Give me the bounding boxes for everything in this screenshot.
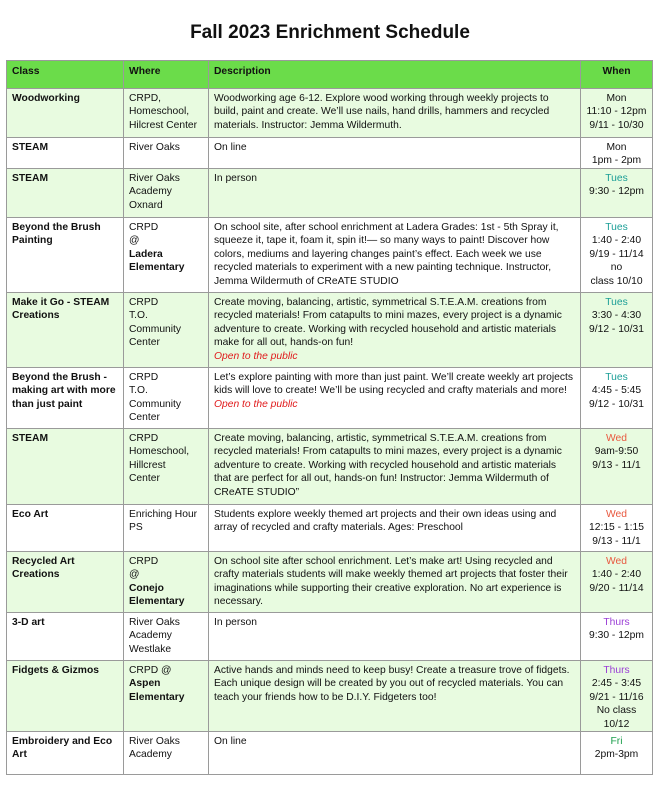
where-line-bold: Elementary	[129, 691, 185, 703]
header-description: Description	[209, 61, 581, 89]
time-line: 9/13 - 11/1	[592, 535, 641, 547]
class-cell: Beyond the Brush Painting	[7, 218, 124, 293]
page-title: Fall 2023 Enrichment Schedule	[190, 22, 470, 43]
where-cell	[124, 505, 209, 552]
time-line: 9am-9:50	[594, 446, 639, 458]
description-text: Let’s explore painting with more than just paint. We’ll create weekly art projects kids will love to create! We’ll be using recycled and crafty materials and more!	[214, 372, 574, 397]
where-line: Center	[129, 473, 160, 485]
where-line: Academy	[129, 630, 172, 642]
header-when: When	[581, 61, 653, 89]
where-line: River Oaks	[129, 617, 180, 628]
where-line: T.O.	[129, 310, 148, 322]
class-cell: STEAM	[7, 429, 124, 505]
when-cell	[581, 613, 653, 661]
public-note: Open to the public	[214, 398, 298, 410]
where-line: Homeschool,	[129, 106, 190, 118]
description-text: In person	[214, 617, 257, 628]
description-cell	[209, 429, 581, 505]
time-line: 9/13 - 11/1	[592, 459, 641, 471]
where-line: CRPD	[129, 297, 159, 308]
where-line: CRPD,	[129, 93, 162, 104]
where-line: PS	[129, 522, 143, 534]
when-cell	[581, 368, 653, 429]
where-line: @	[129, 569, 140, 581]
where-line: CRPD	[129, 556, 159, 567]
description-text: Create moving, balancing, artistic, symmetrical S.T.E.A.M. creations from recycled materials! From catapults to mini mazes, every project is a dynamic adventure to create. Working with recycled household and artistic materials make for all out, hands-on fun!	[214, 297, 562, 349]
class-cell: Woodworking	[7, 89, 124, 138]
day-label: Tues	[605, 372, 628, 383]
class-cell: STEAM	[7, 138, 124, 169]
where-line: River Oaks	[129, 173, 180, 184]
where-cell	[124, 731, 209, 774]
where-line-bold: Elementary	[129, 262, 185, 274]
table-row	[7, 552, 653, 613]
where-cell	[124, 293, 209, 368]
when-cell	[581, 218, 653, 293]
where-line: Westlake	[129, 643, 172, 655]
when-cell	[581, 138, 653, 169]
table-row	[7, 731, 653, 774]
time-line: 1:40 - 2:40	[591, 569, 642, 581]
when-cell	[581, 169, 653, 218]
where-line: Center	[129, 337, 160, 349]
class-cell: Beyond the Brush - making art with more than just paint	[7, 368, 124, 429]
description-text: On line	[214, 142, 247, 153]
where-line: CRPD	[129, 222, 159, 233]
description-cell	[209, 368, 581, 429]
table-row	[7, 89, 653, 138]
where-line: CRPD @	[129, 665, 172, 676]
description-cell	[209, 505, 581, 552]
table-row	[7, 218, 653, 293]
where-line: @	[129, 235, 140, 247]
where-line: Hillcrest	[129, 459, 166, 471]
class-cell: Fidgets & Gizmos	[7, 661, 124, 732]
time-line: class 10/10	[590, 275, 643, 287]
where-line: River Oaks	[129, 142, 180, 153]
public-note: Open to the public	[214, 350, 298, 362]
where-cell	[124, 368, 209, 429]
where-line: CRPD	[129, 433, 159, 444]
class-cell: Make it Go - STEAM Creations	[7, 293, 124, 368]
table-row	[7, 661, 653, 732]
day-label: Tues	[605, 173, 628, 184]
time-line: 9:30 - 12pm	[589, 186, 644, 198]
where-line: T.O.	[129, 385, 148, 397]
when-cell	[581, 293, 653, 368]
time-line: 9/20 - 11/14	[589, 582, 644, 594]
class-cell: Eco Art	[7, 505, 124, 552]
when-cell	[581, 661, 653, 732]
header-class: Class	[7, 61, 124, 89]
day-label: Wed	[606, 556, 627, 567]
class-cell: Embroidery and Eco Art	[7, 731, 124, 774]
where-cell	[124, 89, 209, 138]
description-cell	[209, 552, 581, 613]
description-text: On school site, after school enrichment at Ladera Grades: 1st - 5th Spray it, squeeze it, tape it, foam it, spin it!— so many ways to paint! Discover how colors, mediums and layering changes paint’s effect. Each week we use recycled materials to experiment with a new painting technique. Instructor, Jemma Wildermuth of CReATE STUDIO	[214, 222, 559, 287]
description-cell	[209, 293, 581, 368]
description-cell	[209, 218, 581, 293]
when-cell	[581, 429, 653, 505]
where-line-bold: Aspen	[129, 678, 161, 690]
time-line: 2:45 - 3:45	[591, 678, 642, 690]
description-cell	[209, 661, 581, 732]
time-line: 12:15 - 1:15	[589, 522, 644, 534]
schedule-table	[6, 60, 653, 775]
time-line: 1:40 - 2:40	[591, 235, 642, 247]
time-line: 9/21 - 11/16	[589, 691, 644, 703]
description-cell	[209, 89, 581, 138]
table-row	[7, 505, 653, 552]
time-line: 3:30 - 4:30	[591, 310, 642, 322]
where-cell	[124, 613, 209, 661]
time-line: 9/19 - 11/14 no	[589, 248, 644, 274]
description-cell	[209, 613, 581, 661]
description-text: On school site after school enrichment. Let’s make art! Using recycled and crafty materials students will make weekly themed art projects that foster their imaginations while supporting their creative exploration. No art experience is necessary.	[214, 556, 568, 608]
header-row	[7, 61, 653, 89]
description-cell	[209, 138, 581, 169]
time-line: 2pm-3pm	[594, 749, 639, 761]
table-row	[7, 169, 653, 218]
day-label: Wed	[606, 509, 627, 520]
where-line: Academy	[129, 186, 172, 198]
day-label: Mon	[606, 93, 627, 104]
when-cell	[581, 731, 653, 774]
where-line: Enriching Hour	[129, 509, 198, 520]
time-line: No class 10/12	[596, 705, 637, 730]
where-line: Oxnard	[129, 199, 163, 211]
description-cell	[209, 731, 581, 774]
time-line: 1pm - 2pm	[591, 155, 642, 167]
time-line: 9/12 - 10/31	[589, 323, 644, 335]
where-cell	[124, 429, 209, 505]
class-cell: STEAM	[7, 169, 124, 218]
class-cell: Recycled Art Creations	[7, 552, 124, 613]
where-line: Community	[129, 323, 182, 335]
description-text: Active hands and minds need to keep busy! Create a treasure trove of fidgets. Each unique design will be created by you out of recycled materials. You can teach your friends how to be D.I.Y. Fidgeters too!	[214, 665, 570, 703]
where-line: CRPD	[129, 372, 159, 383]
header-where: Where	[124, 61, 209, 89]
time-line: 11:10 - 12pm	[586, 106, 647, 118]
table-row	[7, 138, 653, 169]
when-cell	[581, 89, 653, 138]
where-cell	[124, 552, 209, 613]
time-line: 9/11 - 10/30	[589, 119, 644, 131]
table-row	[7, 429, 653, 505]
where-line: Homeschool,	[129, 446, 190, 458]
time-line: 4:45 - 5:45	[591, 385, 642, 397]
where-line: Hilcrest Center	[129, 119, 198, 131]
description-text: In person	[214, 173, 257, 184]
description-cell	[209, 169, 581, 218]
description-text: Woodworking age 6-12. Explore wood working through weekly projects to build, paint and create. We’ll use nails, hand drills, hammers and recycled materials. Instructor: Jemma Wildermuth.	[214, 93, 550, 131]
day-label: Fri	[610, 735, 623, 747]
day-label: Tues	[605, 222, 628, 233]
when-cell	[581, 552, 653, 613]
where-cell	[124, 661, 209, 732]
table-row	[7, 293, 653, 368]
day-label: Mon	[606, 142, 627, 153]
class-cell: 3-D art	[7, 613, 124, 661]
day-label: Wed	[606, 433, 627, 444]
where-line: Community	[129, 398, 182, 410]
where-line-bold: Ladera	[129, 248, 163, 260]
where-cell	[124, 138, 209, 169]
when-cell	[581, 505, 653, 552]
where-line: River Oaks	[129, 735, 180, 747]
table-row	[7, 613, 653, 661]
day-label: Tues	[605, 297, 628, 308]
where-cell	[124, 169, 209, 218]
where-line: Academy	[129, 749, 172, 761]
table-row	[7, 368, 653, 429]
day-label: Thurs	[603, 617, 630, 628]
where-line-bold: Conejo	[129, 582, 164, 594]
day-label: Thurs	[603, 665, 630, 676]
where-line: Center	[129, 412, 160, 424]
description-text: Students explore weekly themed art projects and their own ideas using and array of recycled and crafty materials. Ages: Preschool	[214, 509, 557, 534]
time-line: 9:30 - 12pm	[589, 630, 644, 642]
description-text: Create moving, balancing, artistic, symmetrical S.T.E.A.M. creations from recycled materials! From catapults to mini mazes, every project is a dynamic adventure to create. Working with recycled household and artistic materials that are perfect for all out, hands-on fun! Instructor: Jemma Wildermuth of CReATE STUDIO”	[214, 433, 562, 498]
time-line: 9/12 - 10/31	[589, 398, 644, 410]
where-line-bold: Elementary	[129, 596, 185, 608]
description-text: On line	[214, 735, 247, 747]
where-cell	[124, 218, 209, 293]
